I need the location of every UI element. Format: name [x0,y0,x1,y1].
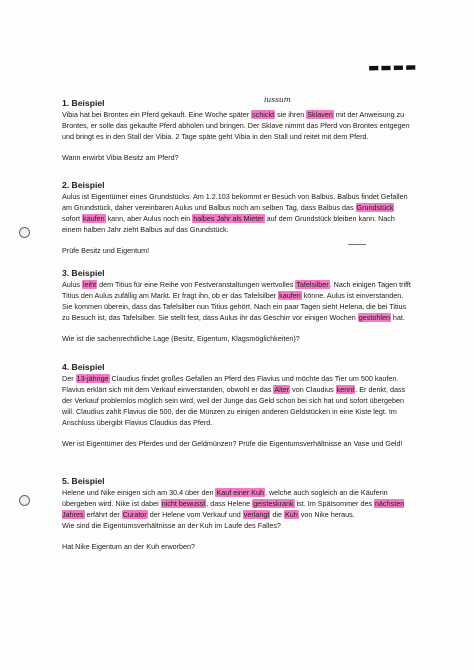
highlighted-phrase: Kuh [284,509,298,519]
highlighted-phrase: kennt [336,384,355,394]
text-run: Vibia hat bei Brontes ein Pferd gekauft. Eine Woche später [62,110,252,119]
section-question: Wann erwirbt Vibia Besitz am Pferd? [62,152,179,162]
section-paragraph [62,280,412,324]
section-question-2: Hat Nike Eigentum an der Kuh erworben? [62,541,196,551]
highlighted-phrase: schickt [252,110,275,119]
text-run: Aulus [62,280,82,289]
highlighted-phrase: geisteskrank [253,498,294,508]
highlighted-phrase: kaufen [82,213,105,223]
text-run: mit der Anweisung zu Brontes, er solle das gekaufte Pferd abholen und bringen. Der Sklave nimmt das Pferd von Brontes entgegen und bringt es in den Stall der Vibia. 2 Tage späte geht Vibia in den Stall und reitet mit dem Pferd. [62,110,410,141]
text-run: von Claudius [290,384,336,394]
section-5 [62,476,412,553]
text-run: Der [62,374,76,383]
section-title: 4. Beispiel [62,362,105,372]
header-mark: ▬▬▬▬ [367,59,418,75]
section-1 [62,98,412,164]
text-run: . Er denkt, dass der Verkauf problemlos möglich sein wird, weil der Junge das Geld schon bei sich hat und sofort übergeben will. Claudius zahlt Flavius die 500, der die Münzen zu einigen anderen Geldstücken in eine Kiste legt. Im Anschluss übergibt Flavius Claudius das Pferd. [62,384,406,427]
section-title: 2. Beispiel [62,180,105,190]
highlighted-phrase: kaufen [279,290,301,300]
section-title: 3. Beispiel [62,268,105,278]
text-run: die [270,509,284,519]
section-paragraph [62,192,412,236]
highlighted-phrase: nächsten Jahres [62,498,405,519]
highlighted-phrase: Alter [274,384,290,394]
highlighted-phrase: Kauf einer Kuh [216,488,264,497]
text-run: dem Titius für eine Reihe von Festveranstaltungen wertvolles [97,280,296,289]
highlighted-phrase: Tafelsilber [296,280,329,289]
punch-hole-icon [19,227,30,238]
text-run: , dass Helene [206,498,253,508]
text-run: könne. Aulus ist einverstanden. Sie kommen überein, dass das Tafelsilber nun Titius gehört. Nach ein paar Tagen sieht Helena, die bei Titius zu Besuch ist, das Tafelsilber. Sie stellt fest, dass Aulus ihr das Geschirr vor einigen Wochen [62,290,407,322]
section-title: 1. Beispiel [62,98,105,108]
highlighted-phrase: 13-jährige [76,374,109,383]
text-run: sofort [62,213,82,223]
text-run: Helene und Nike einigen sich am 30.4 über den [62,488,216,497]
text-run: Claudius findet großes Gefallen an Pferd des Flavius und möchte das Tier um 500 kaufen. Flavius erklärt sich mit dem Verkauf einverstanden, obwohl er das [62,374,399,394]
section-3 [62,268,412,345]
text-run: kann, aber Aulus noch ein [105,213,193,223]
section-paragraph [62,488,412,521]
section-paragraph [62,374,412,429]
text-run: sie ihren [275,110,307,119]
punch-hole-icon [19,495,30,506]
text-run: Aulus ist Eigentümer eines Grundstücks. Am 1.2.103 bekommt er Besuch von Balbus. Balbus findet Gefallen am Grundstück, daher vereinbaren Aulus und Balbus noch am selben Tag, dass Balbus das [62,192,408,212]
highlighted-phrase: leiht [82,280,97,289]
highlighted-phrase: halbes Jahr als Mieter [193,213,264,223]
handwritten-note: iussum [264,95,291,104]
text-run: hat. [390,312,405,322]
text-run: der Helene vom Verkauf und [147,509,243,519]
text-run: auf dem Grundstück bleiben kann. Nach einem halben Jahr zieht Balbus auf das Grundstück. [62,213,395,234]
highlighted-phrase: nicht bewusst [161,498,206,508]
text-run: . Nach einigen Tagen trifft Titius den Aulus zufällig am Markt. Er fragt ihn, ob er das Tafelsilber [62,280,411,300]
section-question: Wer ist Eigentümer des Pferdes und der Geldmünzen? Prüfe die Eigentumsverhältnisse an Vase und Geld! [62,438,403,448]
highlighted-phrase: Grundstück [356,202,394,212]
text-run: ist. Im Spätsommer des [294,498,375,508]
highlighted-phrase: Curator [122,509,147,519]
text-run: erfährt der [84,509,122,519]
section-2 [62,180,412,257]
highlighted-phrase: verlangt [243,509,270,519]
highlighted-phrase: Sklaven [307,110,333,119]
highlighted-phrase: gestohlen [358,312,390,322]
section-question: Prüfe Besitz und Eigentum! [62,245,150,255]
text-run: von Nike heraus. [298,509,355,519]
section-title: 5. Beispiel [62,476,105,486]
section-4 [62,362,412,449]
text-run: , welche auch sogleich an die Käuferin übergeben wird. Nike ist dabei [62,488,388,508]
section-question: Wie ist die sachenrechtliche Lage (Besitz, Eigentum, Klagsmöglichkeiten)? [62,333,300,343]
section-paragraph [62,110,412,143]
section-question: Wie sind die Eigentumsverhältnisse an der Kuh im Laufe des Falles? [62,520,281,530]
